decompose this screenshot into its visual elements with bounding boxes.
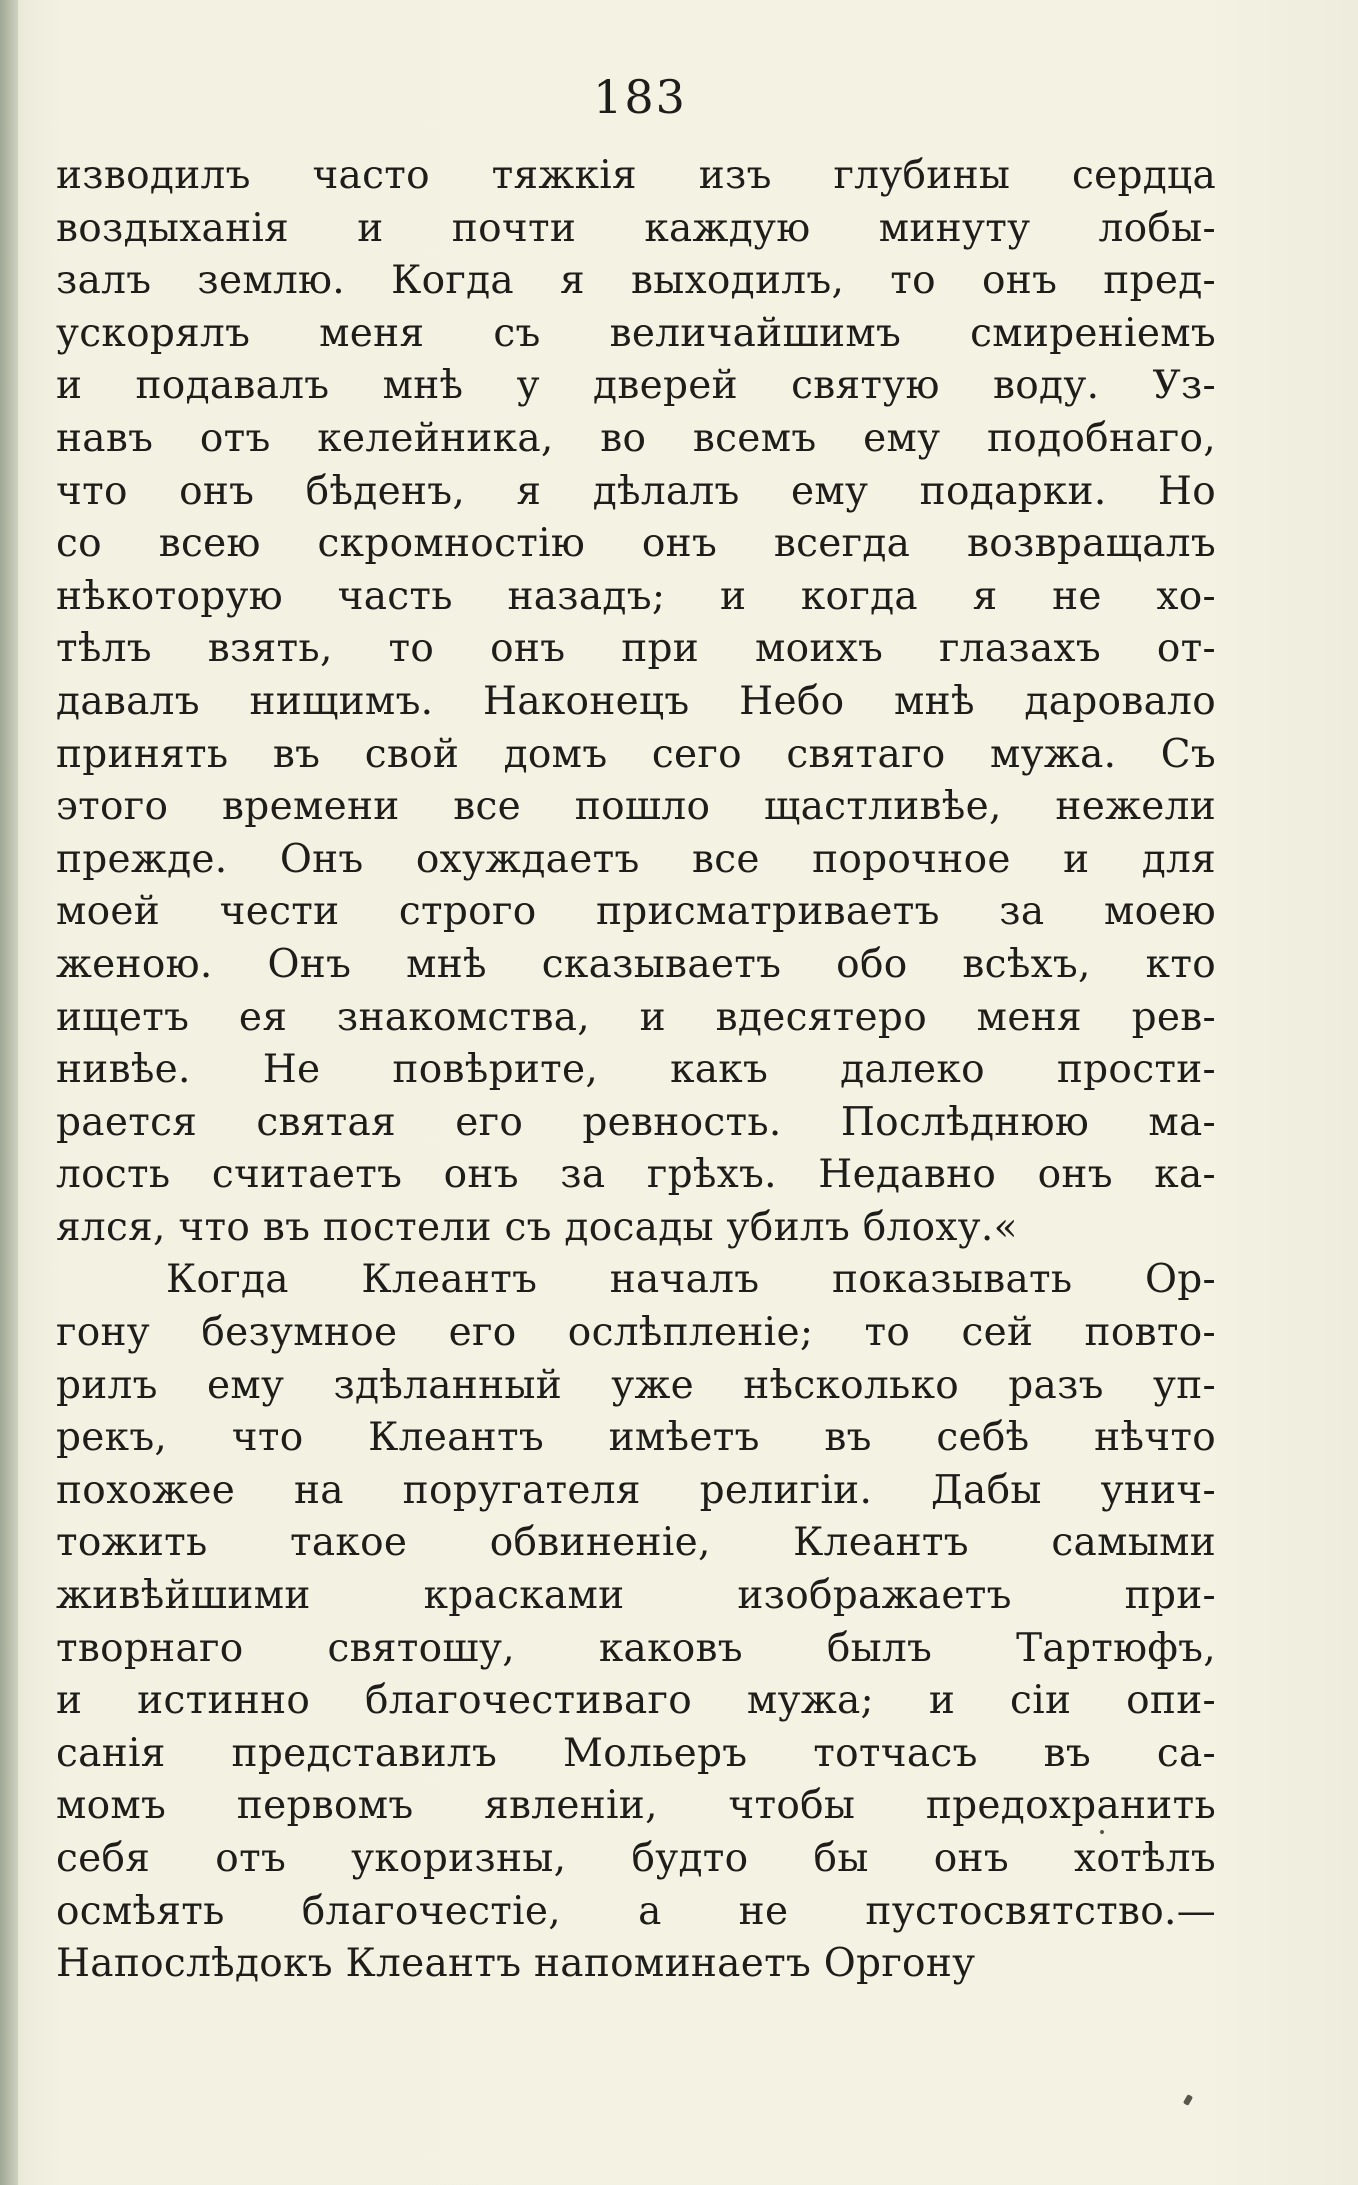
- text-line: ищетъ ея знакомства, и вдесятеро меня рев-: [56, 994, 1216, 1040]
- text-line: похожее на поругателя религіи. Дабы унич-: [56, 1467, 1216, 1513]
- text-line: тѣлъ взять, то онъ при моихъ глазахъ от-: [56, 626, 1216, 672]
- text-line: и истинно благочестиваго мужа; и сіи опи-: [56, 1678, 1216, 1724]
- page-number: 183: [593, 70, 687, 124]
- text-line: нивѣе. Не повѣрите, какъ далеко прости-: [56, 1047, 1216, 1093]
- text-line: Когда Клеантъ началъ показывать Ор-: [166, 1257, 1216, 1303]
- text-line: момъ первомъ явленіи, чтобы предохранить: [56, 1783, 1216, 1829]
- text-line: рилъ ему здѣланный уже нѣсколько разъ уп-: [56, 1362, 1216, 1408]
- page-edge: [0, 0, 18, 2185]
- text-line: моей чести строго присматриваетъ за моею: [56, 889, 1216, 935]
- body-text: [56, 150, 1216, 1991]
- text-line: осмѣять благочестіе, а не пустосвятство.—: [56, 1888, 1216, 1934]
- text-line: творнаго святошу, каковъ былъ Тартюфъ,: [56, 1625, 1216, 1671]
- text-line: со всею скромностію онъ всегда возвращалъ: [56, 521, 1216, 567]
- text-line: нѣкоторую часть назадъ; и когда я не хо-: [56, 573, 1216, 619]
- text-line: воздыханія и почти каждую минуту лобы-: [56, 205, 1216, 251]
- text-line: Напослѣдокъ Клеантъ напоминаетъ Оргону: [56, 1941, 976, 1987]
- text-line: женою. Онъ мнѣ сказываетъ обо всѣхъ, кто: [56, 941, 1216, 987]
- text-line: что онъ бѣденъ, я дѣлалъ ему подарки. Но: [56, 468, 1216, 514]
- text-line: санія представилъ Мольеръ тотчасъ въ са-: [56, 1730, 1216, 1776]
- text-line: и подавалъ мнѣ у дверей святую воду. Уз-: [56, 363, 1216, 409]
- text-line: себя отъ укоризны, будто бы онъ хотѣлъ: [56, 1836, 1216, 1881]
- text-line: изводилъ часто тяжкія изъ глубины сердца: [56, 153, 1216, 198]
- text-line: тожить такое обвиненіе, Клеантъ самыми: [56, 1520, 1216, 1566]
- text-line: ялся, что въ постели съ досады убилъ блоху.«: [56, 1204, 1018, 1250]
- text-line: давалъ нищимъ. Наконецъ Небо мнѣ даровало: [56, 678, 1216, 724]
- text-line: рается святая его ревность. Послѣднюю ма-: [56, 1099, 1216, 1145]
- text-line: прежде. Онъ охуждаетъ все порочное и для: [56, 836, 1216, 882]
- text-line: рекъ, что Клеантъ имѣетъ въ себѣ нѣчто: [56, 1415, 1216, 1461]
- text-line: живѣйшими красками изображаетъ при-: [56, 1573, 1216, 1619]
- text-line: этого времени все пошло щастливѣе, нежели: [56, 784, 1216, 830]
- text-line: лость считаетъ онъ за грѣхъ. Недавно онъ ка-: [56, 1152, 1216, 1198]
- text-line: залъ землю. Когда я выходилъ, то онъ пред-: [56, 258, 1216, 304]
- text-line: гону безумное его ослѣпленіе; то сей повто-: [56, 1310, 1216, 1356]
- text-line: навъ отъ келейника, во всемъ ему подобнаго,: [56, 415, 1216, 461]
- text-line: принять въ свой домъ сего святаго мужа. Съ: [56, 731, 1216, 777]
- text-line: ускорялъ меня съ величайшимъ смиреніемъ: [56, 310, 1216, 356]
- paper-speck: [1183, 2094, 1193, 2106]
